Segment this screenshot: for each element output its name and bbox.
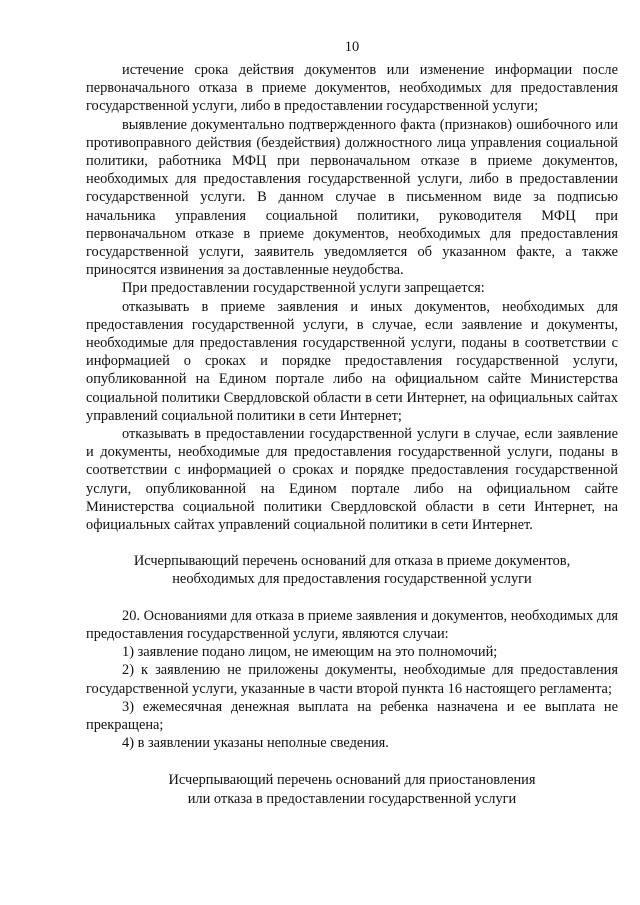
list-item-1: 1) заявление подано лицом, не имеющим на это полномочий; bbox=[122, 644, 498, 661]
spacer bbox=[86, 589, 618, 607]
heading-line: необходимых для предоставления государственной услуги bbox=[172, 571, 532, 588]
heading-line: или отказа в предоставлении государственной услуги bbox=[187, 790, 517, 807]
section-heading-suspension bbox=[86, 771, 618, 807]
page-number: 10 bbox=[344, 39, 360, 55]
list-item-4: 4) в заявлении указаны неполные сведения. bbox=[122, 735, 389, 752]
heading-line: Исчерпывающий перечень оснований для отказа в приеме документов, bbox=[133, 553, 571, 570]
heading-line: Исчерпывающий перечень оснований для приостановления bbox=[168, 772, 536, 789]
list-item-3: 3) ежемесячная денежная выплата на ребенка назначена и ее выплата не прекращена; bbox=[86, 698, 618, 733]
paragraph-prohibition-provision: отказывать в предоставлении государственной услуги в случае, если заявление и документы, необходимые для предоставления государственной услуги, поданы в соответствии с информацией о сроках и порядке предоставления государственной услуги, опубликованной на Едином портале либо на официальном сайте Министерства социальной политики Свердловской области в сети Интернет, на официальных сайтах управлений социальной политики в сети Интернет. bbox=[86, 426, 618, 534]
paragraph-item-20: 20. Основаниями для отказа в приеме заявления и документов, необходимых для предоставления государственной услуги, являются случаи: bbox=[86, 607, 618, 642]
spacer bbox=[86, 534, 618, 552]
paragraph-document-expiry: истечение срока действия документов или изменение информации после первоначального отказа в приеме документов, необходимых для предоставления государственной услуги, либо в предоставлении государственной услуги; bbox=[86, 62, 618, 115]
paragraph-prohibitions-intro: При предоставлении государственной услуги запрещается: bbox=[122, 280, 485, 297]
paragraph-prohibition-reception: отказывать в приеме заявления и иных документов, необходимых для предоставления государственной услуги, в случае, если заявление и документы, необходимые для предоставления государственной услуги, поданы в соответствии с информацией о сроках и порядке предоставления государственной услуги, опубликованной на Едином портале либо на официальном сайте Министерства социальной политики Свердловской области в сети Интернет, на официальных сайтах управлений социальной политики в сети Интернет; bbox=[86, 298, 618, 424]
paragraph-error-detection: выявление документально подтвержденного факта (признаков) ошибочного или противоправного действия (бездействия) должностного лица управления социальной политики, работника МФЦ при первоначальном отказе в приеме документов, необходимых для предоставления государственной услуги, либо в предоставлении государственной услуги. В данном случае в письменном виде за подписью начальника управления социальной политики, руководителя МФЦ при первоначальном отказе в приеме документов, необходимых для предоставления государственной услуги, заявитель уведомляется об указанном факте, а также приносятся извинения за доставленные неудобства. bbox=[86, 116, 618, 279]
list-item-2: 2) к заявлению не приложены документы, необходимые для предоставления государственной услуги, указанные в части второй пункта 16 настоящего регламента; bbox=[86, 662, 618, 697]
document-body bbox=[86, 61, 618, 808]
spacer bbox=[86, 752, 618, 771]
section-heading-reception-refusal bbox=[86, 552, 618, 588]
